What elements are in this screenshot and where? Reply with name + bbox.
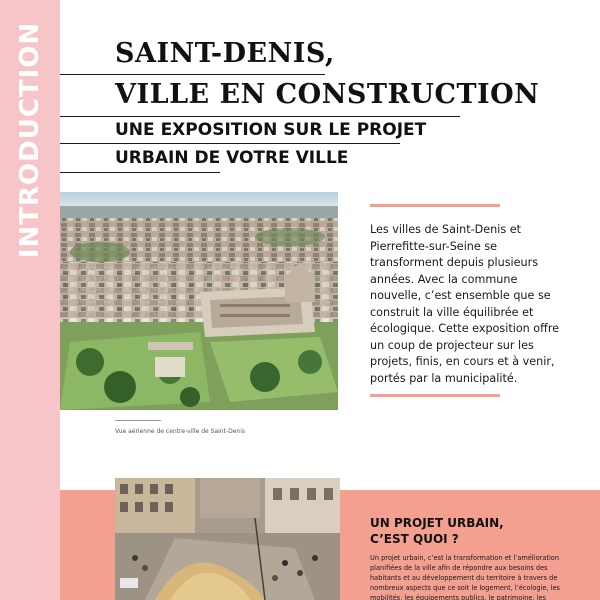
street-photo bbox=[115, 478, 340, 600]
side-band bbox=[0, 0, 60, 600]
section-title-line-2: C’EST QUOI ? bbox=[370, 532, 459, 546]
subtitle-line-2: URBAIN DE VOTRE VILLE bbox=[115, 148, 349, 168]
title-rule bbox=[60, 116, 460, 117]
section-title-line-1: UN PROJET URBAIN, bbox=[370, 516, 504, 530]
page-title-line-2: VILLE EN CONSTRUCTION bbox=[115, 79, 540, 110]
subtitle-rule bbox=[60, 172, 220, 173]
aerial-photo bbox=[60, 192, 338, 410]
section-paragraph: Un projet urbain, c’est la transformation et l’amélioration planifiées de la ville afin de répondre aux besoins des habitants et au développement du territoire à travers de nombreux aspects que ce soit le logement, l’écologie, les mobilités, les équipements publics, le patrimoine, les bbox=[370, 554, 560, 600]
caption-rule bbox=[115, 420, 161, 421]
subtitle-line-1: UNE EXPOSITION SUR LE PROJET bbox=[115, 120, 427, 140]
accent-rule-bottom bbox=[370, 394, 500, 397]
section-title bbox=[370, 515, 504, 547]
subtitle-rule bbox=[60, 143, 400, 144]
photo-caption: Vue aérienne de centre-ville de Saint-Denis bbox=[115, 428, 246, 435]
accent-rule-top bbox=[370, 204, 500, 207]
intro-paragraph: Les villes de Saint-Denis et Pierrefitte-sur-Seine se transforment depuis plusieurs années. Avec la commune nouvelle, c’est ensemble que se construit la ville équilibrée et écologique. Cette exposition offre un coup de projecteur sur les projets, finis, en cours et à venir, portés par la municipalité. bbox=[370, 223, 560, 385]
section-label: INTRODUCTION bbox=[15, 21, 45, 259]
title-rule bbox=[60, 74, 325, 75]
page-title-line-1: SAINT-DENIS, bbox=[115, 38, 335, 69]
